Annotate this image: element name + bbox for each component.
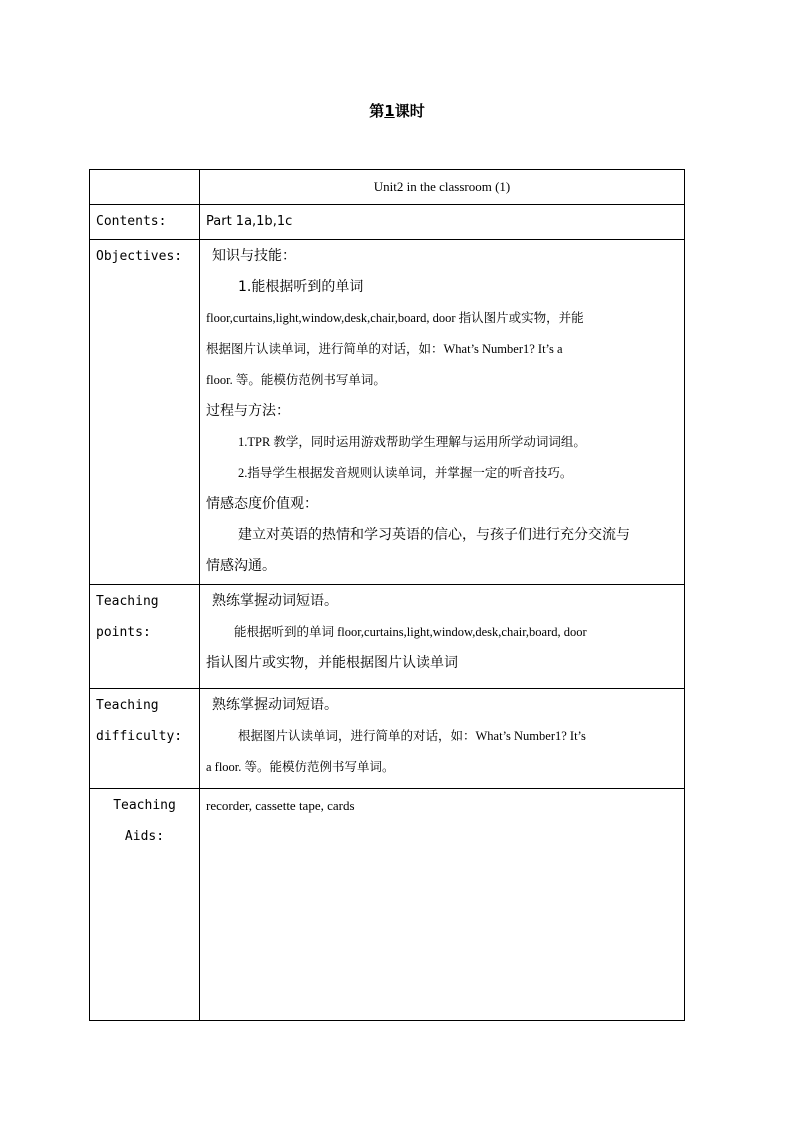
- objectives-line: 1.能根据听到的单词: [238, 279, 364, 295]
- objectives-line: 1.TPR 教学，同时运用游戏帮助学生理解与运用所学动词词组。: [238, 435, 586, 449]
- title-suffix: 课时: [394, 102, 425, 120]
- teaching-points-content: [200, 585, 685, 689]
- objectives-line: 2.指导学生根据发音规则认读单词，并掌握一定的听音技巧。: [238, 466, 573, 480]
- teaching-aids-label: [90, 789, 200, 1021]
- teaching-points-line: 能根据听到的单词 floor,curtains,light,window,desk,chair,board, door: [234, 625, 587, 639]
- objectives-line: floor. 等。能模仿范例书写单词。: [206, 373, 386, 387]
- contents-value: Part 1a,1b,1c: [200, 205, 685, 240]
- teaching-aids-label-line: Teaching: [113, 798, 176, 813]
- empty-label-cell: [90, 170, 200, 205]
- title-prefix: 第: [369, 102, 385, 120]
- teaching-points-label-line: Teaching: [96, 594, 159, 609]
- teaching-difficulty-content: [200, 689, 685, 789]
- teaching-difficulty-label: [90, 689, 200, 789]
- teaching-points-label-line: points:: [96, 625, 151, 640]
- page-title: [0, 100, 794, 121]
- teaching-points-line: 熟练掌握动词短语。: [212, 593, 338, 609]
- title-number: 1: [384, 102, 395, 120]
- teaching-aids-value: recorder, cassette tape, cards: [200, 789, 685, 1021]
- contents-row: [90, 205, 685, 240]
- objectives-line: 情感沟通。: [206, 558, 276, 574]
- objectives-line: 根据图片认读单词，进行简单的对话，如：What’s Number1? It’s a: [206, 342, 563, 356]
- teaching-difficulty-line: 根据图片认读单词，进行简单的对话，如：What’s Number1? It’s: [238, 729, 586, 743]
- objectives-line: 建立对英语的热情和学习英语的信心，与孩子们进行充分交流与: [238, 527, 630, 543]
- objectives-row: [90, 240, 685, 585]
- objectives-heading-attitude: 情感态度价值观：: [206, 496, 318, 512]
- teaching-points-label: [90, 585, 200, 689]
- teaching-aids-row: [90, 789, 685, 1021]
- objectives-line: floor,curtains,light,window,desk,chair,board, door 指认图片或实物，并能: [206, 311, 584, 325]
- teaching-difficulty-line: 熟练掌握动词短语。: [212, 697, 338, 713]
- objectives-content: [200, 240, 685, 585]
- teaching-points-line: 指认图片或实物，并能根据图片认读单词: [206, 655, 458, 671]
- contents-label: Contents:: [90, 205, 200, 240]
- teaching-points-row: [90, 585, 685, 689]
- lesson-plan-table: [89, 169, 685, 1021]
- teaching-difficulty-label-line: difficulty:: [96, 729, 183, 744]
- teaching-difficulty-label-line: Teaching: [96, 698, 159, 713]
- teaching-aids-label-line: Aids:: [124, 829, 165, 844]
- objectives-heading-process: 过程与方法：: [206, 403, 290, 419]
- unit-title: Unit2 in the classroom (1): [200, 170, 685, 205]
- objectives-heading-knowledge: 知识与技能：: [212, 248, 296, 264]
- teaching-difficulty-line: a floor. 等。能模仿范例书写单词。: [206, 760, 395, 774]
- unit-title-row: [90, 170, 685, 205]
- objectives-label: Objectives:: [90, 240, 200, 585]
- teaching-difficulty-row: [90, 689, 685, 789]
